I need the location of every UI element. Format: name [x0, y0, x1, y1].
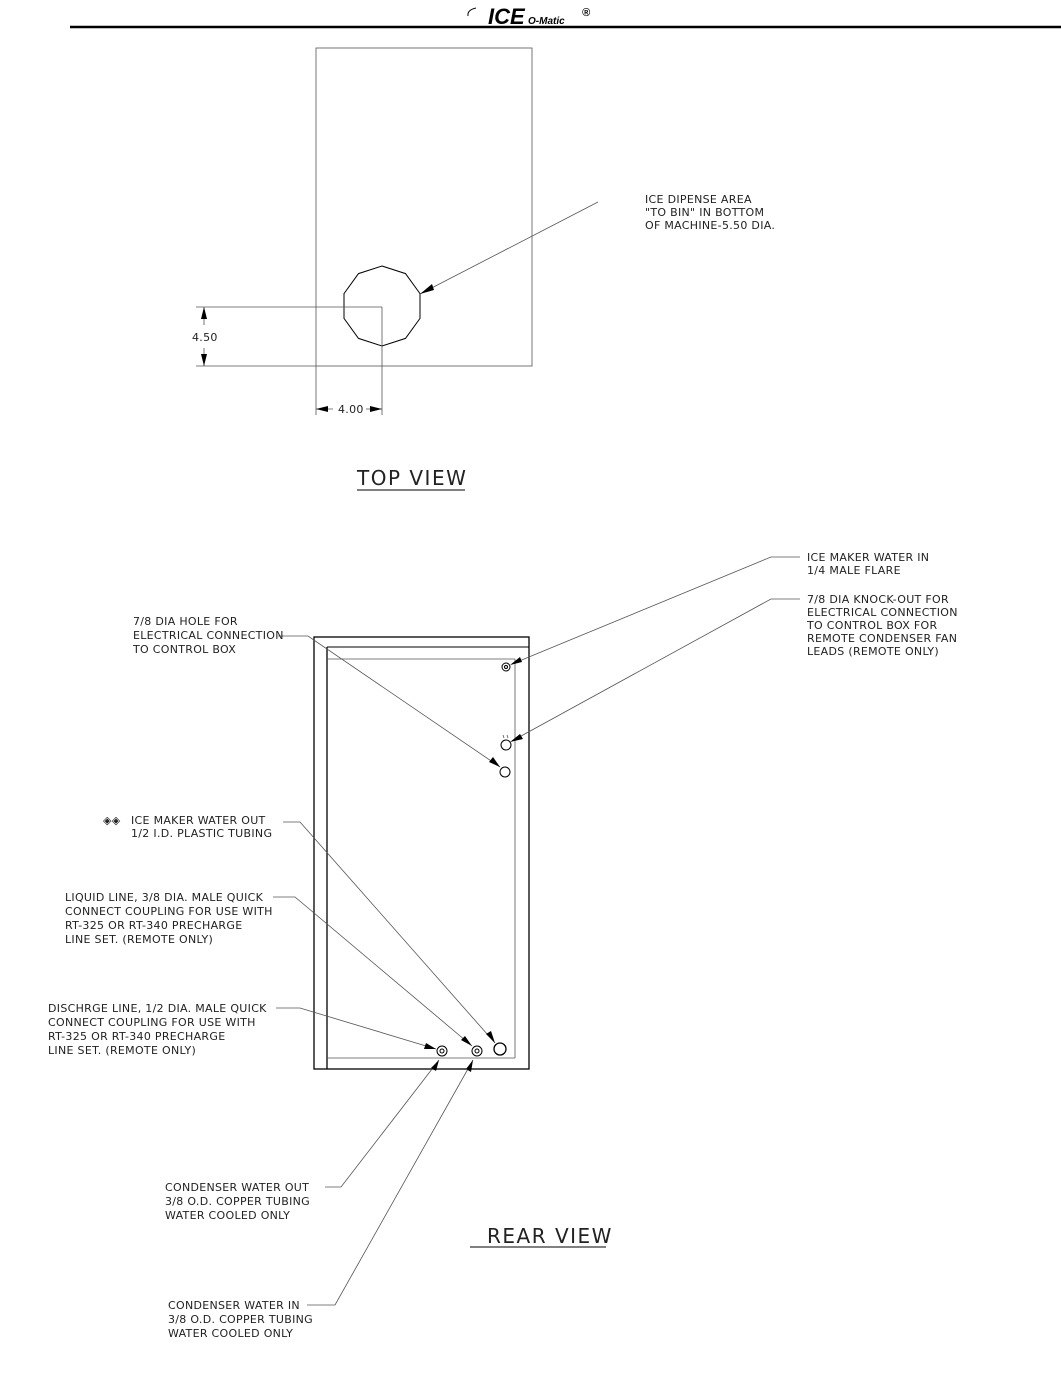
discharge-line-1: DISCHRGE LINE, 1/2 DIA. MALE QUICK — [48, 1002, 267, 1015]
control-hole-line-2: ELECTRICAL CONNECTION — [133, 629, 284, 642]
knockout-line-5: LEADS (REMOTE ONLY) — [807, 645, 940, 658]
liquid-line-line-1: LIQUID LINE, 3/8 DIA. MALE QUICK — [65, 891, 264, 904]
rear-view — [48, 551, 958, 1340]
brand-reg: ® — [582, 7, 591, 19]
discharge-leader — [276, 1008, 436, 1049]
cond-out-line-3: WATER COOLED ONLY — [165, 1209, 291, 1222]
water-out-line-2: 1/2 I.D. PLASTIC TUBING — [131, 827, 273, 840]
cond-in-line-1: CONDENSER WATER IN — [168, 1299, 300, 1312]
liquid-line-line-2: CONNECT COUPLING FOR USE WITH — [65, 905, 273, 918]
dim-arrow-right — [370, 406, 382, 412]
dim-arrow-up — [201, 307, 207, 319]
discharge-line-2: CONNECT COUPLING FOR USE WITH — [48, 1016, 256, 1029]
control-hole-arrow — [489, 757, 500, 767]
control-hole-line-1: 7/8 DIA HOLE FOR — [133, 615, 238, 628]
knockout-line-2: ELECTRICAL CONNECTION — [807, 606, 958, 619]
water-in-line-1: ICE MAKER WATER IN — [807, 551, 930, 564]
control-box-hole — [500, 767, 510, 777]
water-out-fitting — [494, 1043, 506, 1055]
discharge-fitting — [437, 1046, 447, 1056]
dispense-note-line-2: "TO BIN" IN BOTTOM — [645, 206, 765, 219]
top-view-title: TOP VIEW — [357, 466, 468, 490]
knockout-leader — [512, 599, 800, 741]
water-out-line-1: ICE MAKER WATER OUT — [131, 814, 266, 827]
cond-out-line-1: CONDENSER WATER OUT — [165, 1181, 310, 1194]
brand-swoosh-icon — [468, 8, 476, 16]
control-hole-leader — [278, 636, 500, 767]
cond-out-leader — [325, 1060, 439, 1187]
control-hole-line-3: TO CONTROL BOX — [133, 643, 237, 656]
cabinet-outline — [314, 637, 529, 1069]
knockout-arrow — [510, 734, 523, 742]
water-out-symbol: ◈◈ — [103, 814, 121, 827]
discharge-line-4: LINE SET. (REMOTE ONLY) — [48, 1044, 197, 1057]
water-out-arrow — [486, 1031, 495, 1043]
header — [70, 4, 1061, 29]
liquid-line-line-3: RT-325 OR RT-340 PRECHARGE — [65, 919, 243, 932]
top-view-outline — [316, 48, 532, 366]
dispense-note-line-1: ICE DIPENSE AREA — [645, 193, 752, 206]
knockout-line-4: REMOTE CONDENSER FAN — [807, 632, 958, 645]
discharge-arrow — [424, 1043, 436, 1049]
dim-arrow-down — [201, 354, 207, 366]
liquid-line-line-4: LINE SET. (REMOTE ONLY) — [65, 933, 214, 946]
liquid-line-arrow — [461, 1036, 472, 1046]
brand-sub: O-Matic — [528, 16, 565, 27]
water-in-leader — [512, 557, 800, 664]
dim-vertical-label: 4.50 — [192, 331, 218, 344]
water-out-leader — [283, 822, 495, 1043]
liquid-line-fitting — [472, 1046, 482, 1056]
rear-view-title: REAR VIEW — [487, 1224, 613, 1248]
water-in-arrow — [510, 657, 522, 665]
dim-arrow-left — [316, 406, 328, 412]
discharge-line-3: RT-325 OR RT-340 PRECHARGE — [48, 1030, 226, 1043]
knockout-line-1: 7/8 DIA KNOCK-OUT FOR — [807, 593, 949, 606]
cond-in-leader — [307, 1060, 473, 1305]
knockout-line-3: TO CONTROL BOX FOR — [807, 619, 938, 632]
cond-in-line-2: 3/8 O.D. COPPER TUBING — [168, 1313, 313, 1326]
cond-in-line-3: WATER COOLED ONLY — [168, 1327, 294, 1340]
knockout-hole — [501, 735, 511, 750]
dispense-note-line-3: OF MACHINE-5.50 DIA. — [645, 219, 776, 232]
liquid-line-leader — [273, 897, 472, 1046]
dim-horizontal-label: 4.00 — [338, 403, 364, 416]
water-in-fitting — [502, 663, 510, 671]
water-in-line-2: 1/4 MALE FLARE — [807, 564, 901, 577]
dispense-leader — [420, 202, 598, 294]
top-view — [192, 48, 775, 490]
cond-out-line-2: 3/8 O.D. COPPER TUBING — [165, 1195, 310, 1208]
brand-main: ICE — [488, 4, 525, 29]
dispense-arrow — [420, 284, 434, 294]
